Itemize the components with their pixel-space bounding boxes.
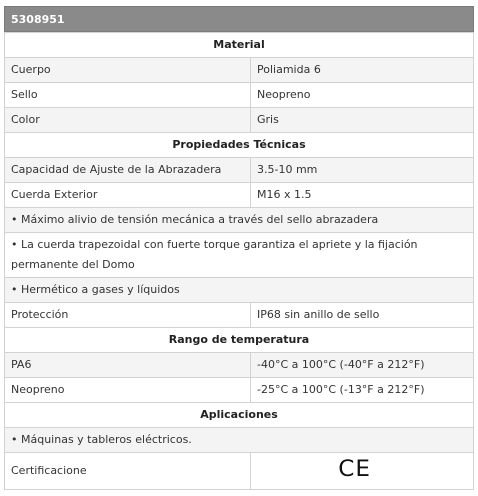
- note-text: • La cuerda trapezoidal con fuerte torque garantiza el apriete y la fijación permanente del Domo: [5, 233, 474, 278]
- section-title: Material: [5, 33, 474, 58]
- table-row: [5, 183, 474, 208]
- table-row: [5, 378, 474, 403]
- table-row: [5, 453, 474, 490]
- row-label: PA6: [5, 353, 251, 378]
- row-value: Poliamida 6: [251, 58, 474, 83]
- row-label: Cuerda Exterior: [5, 183, 251, 208]
- section-material: [5, 33, 474, 58]
- row-label: Color: [5, 108, 251, 133]
- section-title: Rango de temperatura: [5, 328, 474, 353]
- table-row: [5, 303, 474, 328]
- spec-sheet: [4, 6, 474, 490]
- note-row: [5, 278, 474, 303]
- row-value: M16 x 1.5: [251, 183, 474, 208]
- row-label: Cuerpo: [5, 58, 251, 83]
- section-rango: [5, 328, 474, 353]
- table-row: [5, 83, 474, 108]
- table-row: [5, 158, 474, 183]
- row-label: Capacidad de Ajuste de la Abrazadera: [5, 158, 251, 183]
- spec-table: [4, 32, 474, 490]
- row-value: IP68 sin anillo de sello: [251, 303, 474, 328]
- ce-mark-icon: CE: [338, 456, 372, 482]
- table-row: [5, 108, 474, 133]
- note-text: • Máximo alivio de tensión mecánica a través del sello abrazadera: [5, 208, 474, 233]
- product-code: 5308951: [11, 12, 65, 26]
- row-value: Neopreno: [251, 83, 474, 108]
- row-value: 3.5-10 mm: [251, 158, 474, 183]
- ce-mark-cell: [251, 453, 474, 490]
- section-propiedades: [5, 133, 474, 158]
- table-row: [5, 353, 474, 378]
- row-label: Protección: [5, 303, 251, 328]
- row-label: Sello: [5, 83, 251, 108]
- section-aplicaciones: [5, 403, 474, 428]
- note-text: • Hermético a gases y líquidos: [5, 278, 474, 303]
- note-row: [5, 233, 474, 278]
- note-row: [5, 208, 474, 233]
- section-title: Propiedades Técnicas: [5, 133, 474, 158]
- product-code-header: [4, 6, 474, 32]
- table-row: [5, 58, 474, 83]
- row-label: Certificacione: [5, 453, 251, 490]
- row-value: -40°C a 100°C (-40°F a 212°F): [251, 353, 474, 378]
- note-row: [5, 428, 474, 453]
- row-value: Gris: [251, 108, 474, 133]
- row-value: -25°C a 100°C (-13°F a 212°F): [251, 378, 474, 403]
- row-label: Neopreno: [5, 378, 251, 403]
- section-title: Aplicaciones: [5, 403, 474, 428]
- note-text: • Máquinas y tableros eléctricos.: [5, 428, 474, 453]
